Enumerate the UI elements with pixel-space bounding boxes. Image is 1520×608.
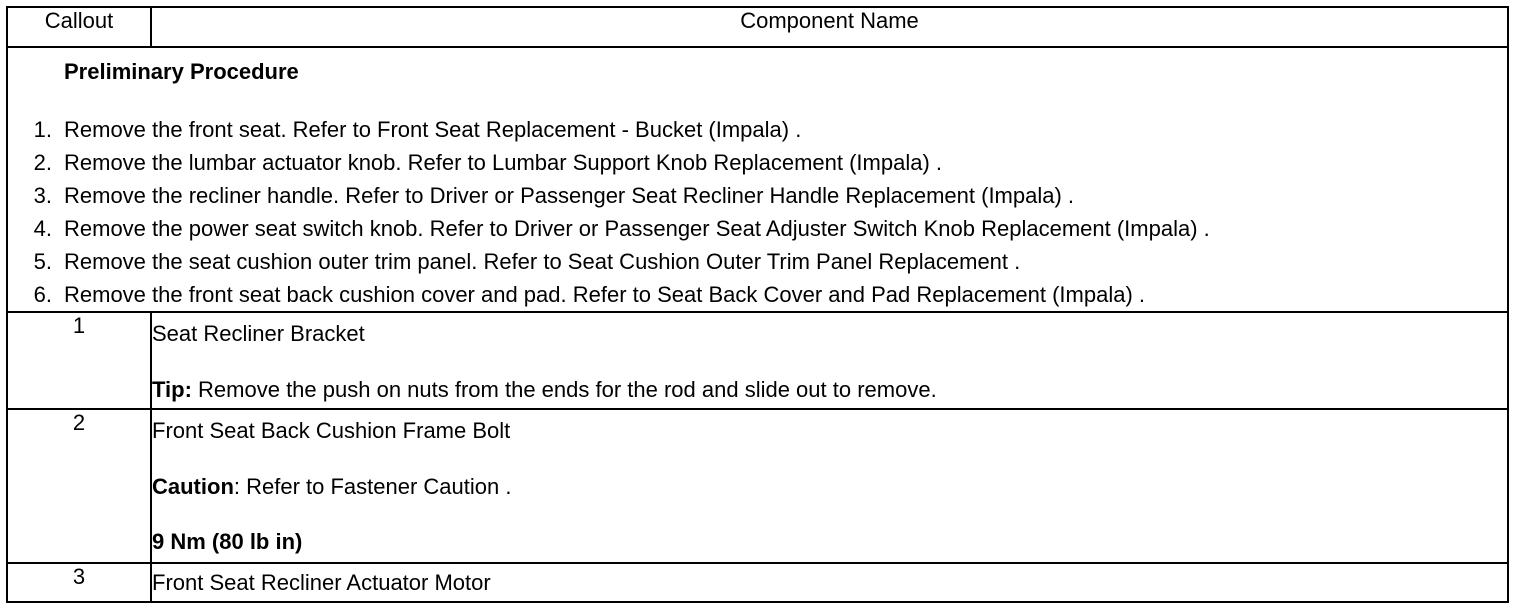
- torque-spec: 9 Nm (80 lb in): [152, 529, 303, 554]
- list-item: [8, 278, 1507, 311]
- step-number: 1.: [33, 117, 52, 142]
- caution-note: [152, 473, 1507, 501]
- tip-text: Remove the push on nuts from the ends for the rod and slide out to remove.: [191, 377, 937, 402]
- callout-cell: 1: [7, 312, 151, 409]
- step-text: Remove the recliner handle. Refer to Driver or Passenger Seat Recliner Handle Replacement (Impala) .: [64, 183, 1075, 208]
- step-text: Remove the front seat back cushion cover and pad. Refer to Seat Back Cover and Pad Replacement (Impala) .: [64, 282, 1146, 307]
- step-text: Remove the front seat. Refer to Front Seat Replacement - Bucket (Impala) .: [64, 117, 802, 142]
- preliminary-steps-list: [8, 113, 1507, 311]
- preliminary-procedure-row: [7, 47, 1508, 312]
- step-text: Remove the power seat switch knob. Refer to Driver or Passenger Seat Adjuster Switch Knob Replacement (Impala) .: [64, 216, 1210, 241]
- preliminary-procedure-title: Preliminary Procedure: [64, 59, 299, 84]
- step-text: Remove the seat cushion outer trim panel. Refer to Seat Cushion Outer Trim Panel Replacement .: [64, 249, 1021, 274]
- component-name: Front Seat Recliner Actuator Motor: [152, 569, 491, 595]
- caution-label: Caution: [152, 474, 234, 499]
- component-cell: [151, 409, 1508, 563]
- step-text: Remove the lumbar actuator knob. Refer to Lumbar Support Knob Replacement (Impala) .: [64, 150, 943, 175]
- component-table: [6, 6, 1509, 603]
- step-number: 4.: [33, 216, 52, 241]
- list-item: [8, 212, 1507, 245]
- callout-column-header: Callout: [7, 7, 151, 47]
- component-cell: [151, 563, 1508, 602]
- list-item: [8, 179, 1507, 212]
- list-item: [8, 113, 1507, 146]
- step-number: 6.: [33, 282, 52, 307]
- list-item: [8, 245, 1507, 278]
- step-number: 5.: [33, 249, 52, 274]
- component-name-column-header: Component Name: [151, 7, 1508, 47]
- table-row: [7, 312, 1508, 409]
- tip-label: Tip:: [152, 377, 192, 402]
- preliminary-procedure-cell: [7, 47, 1508, 312]
- callout-cell: 2: [7, 409, 151, 563]
- list-item: [8, 146, 1507, 179]
- table-header-row: [7, 7, 1508, 47]
- step-number: 3.: [33, 183, 52, 208]
- step-number: 2.: [33, 150, 52, 175]
- component-cell: [151, 312, 1508, 409]
- table-row: [7, 409, 1508, 563]
- component-name: Seat Recliner Bracket: [152, 321, 365, 346]
- component-name: Front Seat Back Cushion Frame Bolt: [152, 418, 511, 443]
- caution-text: : Refer to Fastener Caution .: [233, 474, 512, 499]
- table-row: [7, 563, 1508, 602]
- callout-cell: 3: [7, 563, 151, 602]
- tip-note: [152, 376, 1507, 404]
